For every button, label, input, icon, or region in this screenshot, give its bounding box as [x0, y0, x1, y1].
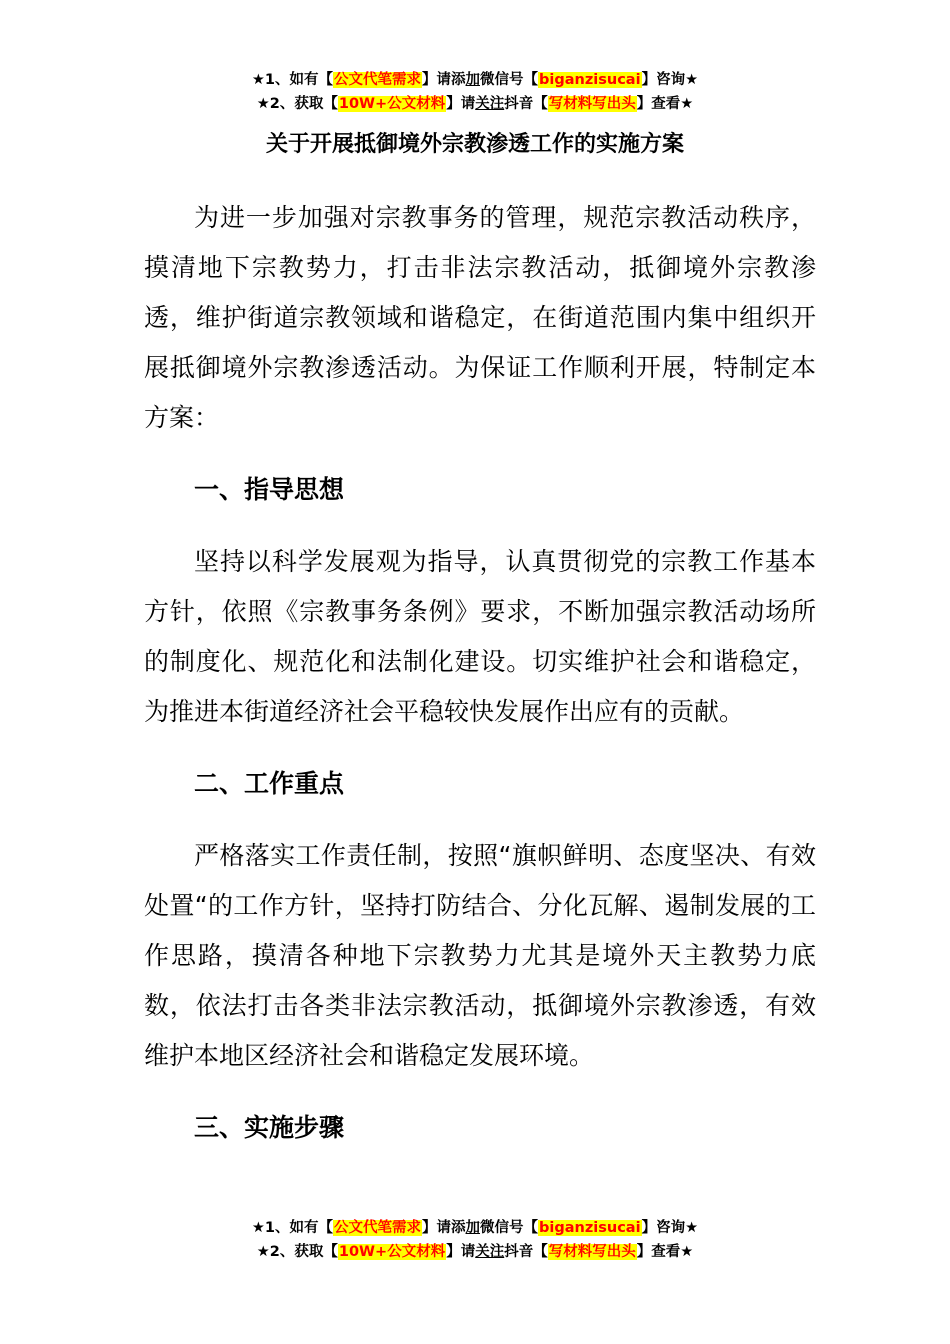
promo-text: 】咨询★: [641, 72, 699, 88]
promo-line-1: [0, 1216, 950, 1240]
promo-highlight: 公文代笔需求: [334, 1220, 422, 1236]
spacer: [144, 443, 816, 465]
promo-line-1: [0, 68, 950, 92]
promo-emphasis: 关注: [475, 1244, 505, 1260]
spacer: [144, 1081, 816, 1103]
promo-text: 】请: [446, 1244, 476, 1260]
document-body: [144, 193, 816, 1153]
section-heading-work-focus: 二、工作重点: [194, 769, 345, 798]
promo-text: ★1、如有【: [251, 72, 334, 88]
section-heading-guiding-ideology: 一、指导思想: [194, 475, 345, 504]
promo-text: 微信号【: [480, 1220, 539, 1236]
promo-line-2: [0, 92, 950, 116]
section-body-guiding-ideology: 坚持以科学发展观为指导，认真贯彻党的宗教工作基本方针，依照《宗教事务条例》要求，不断加强宗教活动场所的制度化、规范化和法制化建设。切实维护社会和谐稳定，为推进本街道经济社会平稳较快发展作出应有的贡献。: [144, 547, 816, 726]
promo-text: 】请添: [422, 1220, 466, 1236]
spacer: [144, 515, 816, 537]
promo-emphasis: 加: [465, 72, 481, 88]
promo-text: 】请: [446, 96, 476, 112]
promo-text: 】咨询★: [641, 1220, 699, 1236]
promo-emphasis: 关注: [475, 96, 505, 112]
spacer: [144, 737, 816, 759]
promo-text: 】查看★: [636, 1244, 694, 1260]
promo-banner-top: [0, 68, 950, 116]
document-title: 关于开展抵御境外宗教渗透工作的实施方案: [265, 132, 684, 157]
promo-highlight: 公文代笔需求: [334, 72, 422, 88]
promo-highlight: 10W+公文材料: [338, 96, 446, 112]
promo-text: 微信号【: [480, 72, 539, 88]
promo-text: ★2、获取【: [256, 96, 338, 112]
promo-text: ★2、获取【: [256, 1244, 338, 1260]
promo-douyin-account: 写材料写出头: [548, 96, 636, 112]
spacer: [144, 809, 816, 831]
section-body-work-focus: 严格落实工作责任制，按照“旗帜鲜明、态度坚决、有效处置“的工作方针，坚持打防结合、分化瓦解、遏制发展的工作思路，摸清各种地下宗教势力尤其是境外天主教势力底数，依法打击各类非法宗教活动，抵御境外宗教渗透，有效维护本地区经济社会和谐稳定发展环境。: [144, 841, 816, 1070]
promo-banner-bottom: [0, 1216, 950, 1264]
promo-wechat-id: biganzisucai: [539, 1220, 641, 1236]
section-heading-implementation-steps: 三、实施步骤: [194, 1113, 345, 1142]
intro-paragraph: 为进一步加强对宗教事务的管理，规范宗教活动秩序，摸清地下宗教势力，打击非法宗教活动，抵御境外宗教渗透，维护街道宗教领域和谐稳定，在街道范围内集中组织开展抵御境外宗教渗透活动。为保证工作顺利开展，特制定本方案：: [144, 203, 816, 432]
promo-wechat-id: biganzisucai: [539, 72, 641, 88]
promo-text: 】查看★: [636, 96, 694, 112]
promo-text: 】请添: [422, 72, 466, 88]
promo-highlight: 10W+公文材料: [338, 1244, 446, 1260]
promo-text: ★1、如有【: [251, 1220, 334, 1236]
promo-douyin-account: 写材料写出头: [548, 1244, 636, 1260]
promo-text: 抖音【: [504, 1244, 548, 1260]
promo-text: 抖音【: [504, 96, 548, 112]
promo-line-2: [0, 1240, 950, 1264]
promo-emphasis: 加: [465, 1220, 481, 1236]
